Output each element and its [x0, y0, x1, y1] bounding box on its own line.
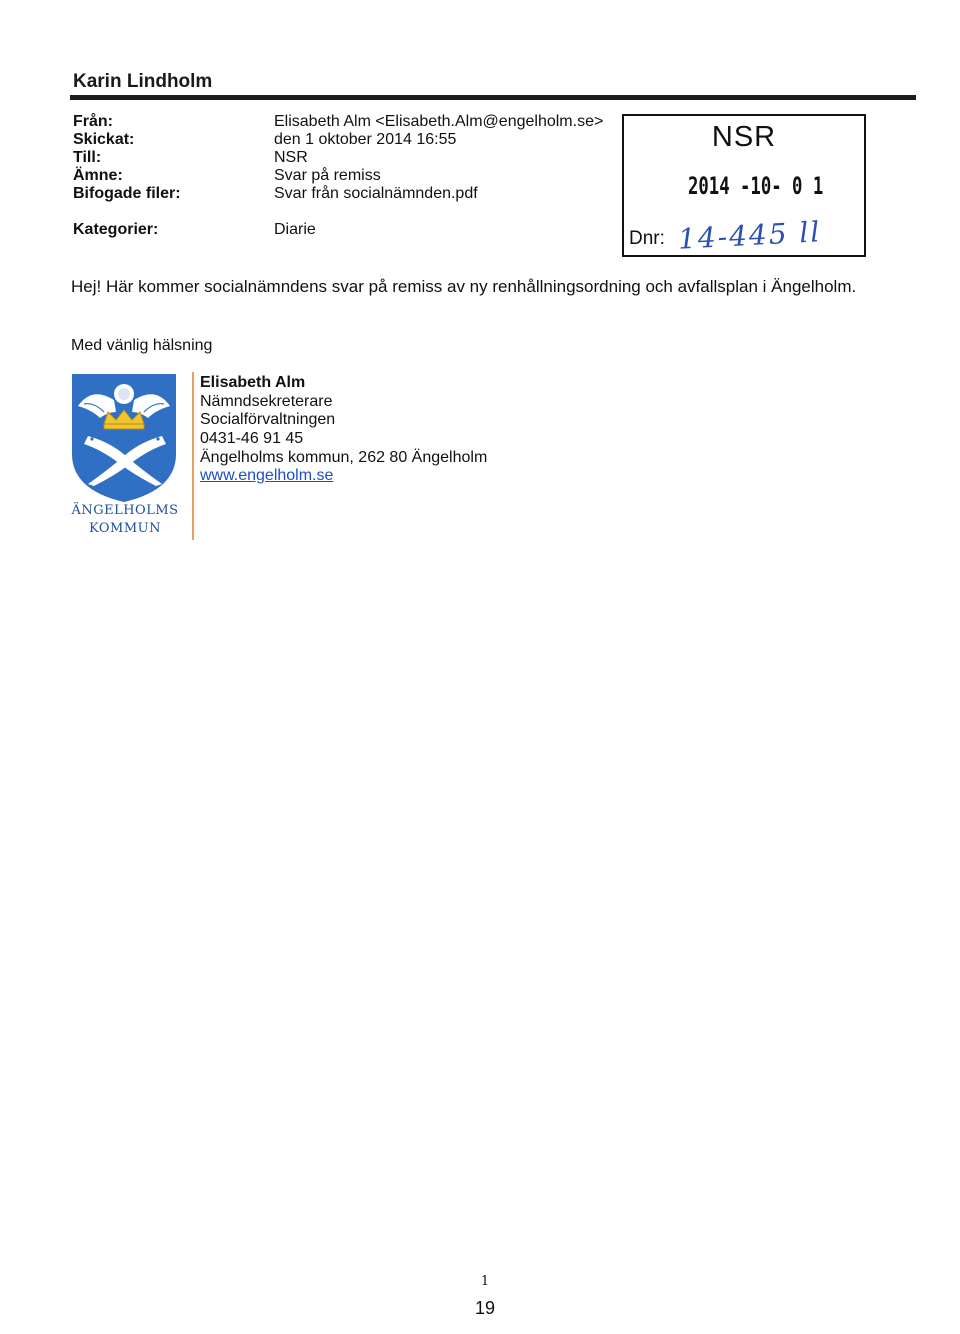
- message-body: Hej! Här kommer socialnämndens svar på remiss av ny renhållningsordning och avfallsplan i Ängelholm.: [71, 277, 857, 296]
- logo-text-line1: ÄNGELHOLMS: [71, 503, 179, 518]
- header-divider: [70, 95, 916, 100]
- sent-label: Skickat:: [73, 131, 135, 148]
- to-value: NSR: [274, 149, 308, 166]
- page-number-small: 1: [480, 1274, 490, 1289]
- attachment-link[interactable]: Svar från socialnämnden.pdf: [274, 185, 478, 202]
- sender-account-name: Karin Lindholm: [73, 71, 213, 92]
- subject-label: Ämne:: [73, 167, 123, 184]
- signature-address: Ängelholms kommun, 262 80 Ängelholm: [200, 449, 488, 466]
- stamp-dnr-label: Dnr:: [629, 228, 665, 249]
- signature-phone: 0431-46 91 45: [200, 430, 304, 447]
- stamp-date: 2014 -10- 0 1: [688, 172, 824, 200]
- page-number: 19: [474, 1298, 496, 1318]
- logo-text-line2: KOMMUN: [89, 521, 161, 536]
- subject-value: Svar på remiss: [274, 167, 381, 184]
- signature-website-link[interactable]: www.engelholm.se: [200, 467, 334, 484]
- from-value: Elisabeth Alm <Elisabeth.Alm@engelholm.se>: [274, 113, 604, 130]
- municipality-logo: [70, 372, 180, 542]
- sent-value: den 1 oktober 2014 16:55: [274, 131, 457, 148]
- coat-of-arms-icon: [70, 372, 180, 504]
- to-label: Till:: [73, 149, 102, 166]
- signature-divider: [192, 372, 194, 540]
- from-label: Från:: [73, 113, 113, 130]
- categories-value: Diarie: [274, 221, 316, 238]
- attachments-label: Bifogade filer:: [73, 185, 181, 202]
- stamp-dnr-handwritten: 14-445 ll: [677, 215, 823, 256]
- categories-label: Kategorier:: [73, 221, 159, 238]
- registration-stamp: [622, 114, 866, 257]
- stamp-organization: NSR: [711, 121, 777, 153]
- signature-name: Elisabeth Alm: [200, 374, 306, 391]
- signature-department: Socialförvaltningen: [200, 411, 336, 428]
- closing-greeting: Med vänlig hälsning: [71, 337, 213, 354]
- signature-title: Nämndsekreterare: [200, 393, 333, 410]
